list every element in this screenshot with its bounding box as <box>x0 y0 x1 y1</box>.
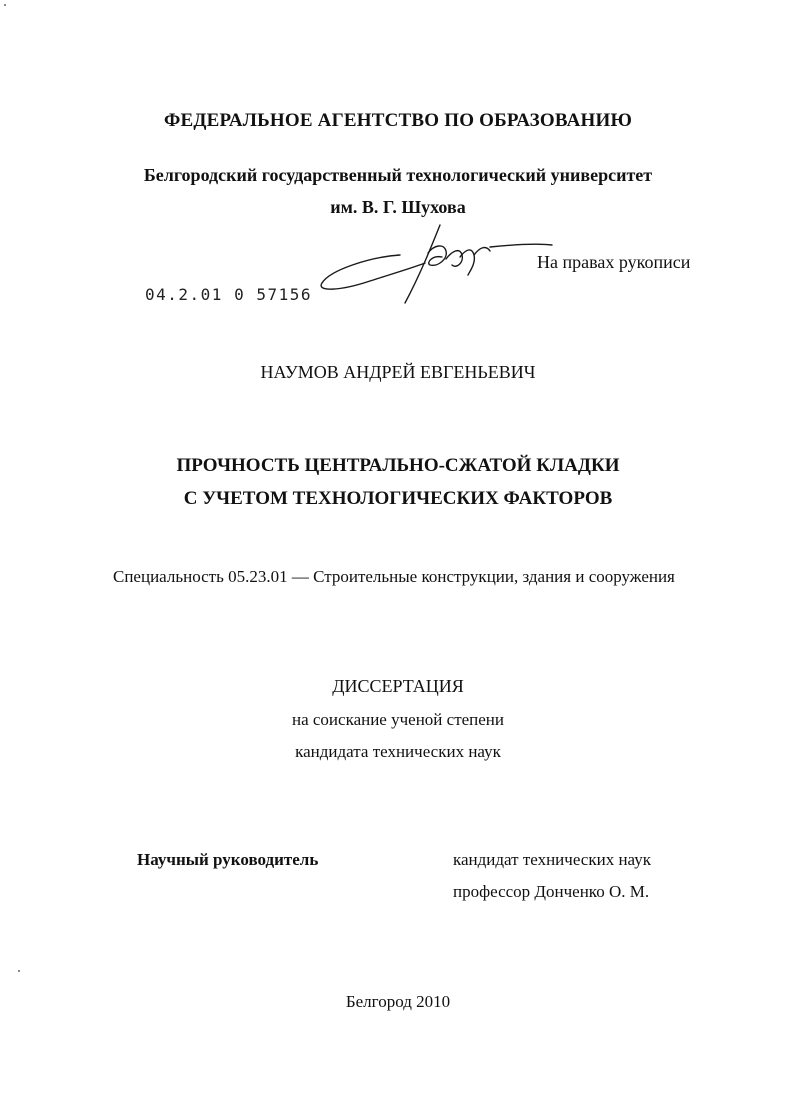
university-named-after: им. В. Г. Шухова <box>330 197 466 217</box>
specialty-line: Специальность 05.23.01 — Строительные конструкции, здания и сооружения <box>113 567 675 586</box>
archive-stamp: 04.2.01 0 57156 <box>145 285 312 304</box>
supervisor-name: профессор Донченко О. М. <box>453 882 650 901</box>
university-name: Белгородский государственный технологический университет <box>143 165 653 185</box>
thesis-title-line-2: С УЧЕТОМ ТЕХНОЛОГИЧЕСКИХ ФАКТОРОВ <box>183 488 613 509</box>
author-name: НАУМОВ АНДРЕЙ ЕВГЕНЬЕВИЧ <box>260 362 536 382</box>
degree-line-1: на соискание ученой степени <box>291 710 505 729</box>
supervisor-rank: кандидат технических наук <box>453 850 651 869</box>
degree-line-2: кандидата технических наук <box>295 742 501 761</box>
place-and-year: Белгород 2010 <box>345 992 451 1011</box>
agency-heading: ФЕДЕРАЛЬНОЕ АГЕНТСТВО ПО ОБРАЗОВАНИЮ <box>163 110 633 131</box>
document-type: ДИССЕРТАЦИЯ <box>332 676 464 696</box>
scan-speck <box>18 970 20 972</box>
thesis-title-line-1: ПРОЧНОСТЬ ЦЕНТРАЛЬНО-СЖАТОЙ КЛАДКИ <box>176 455 620 476</box>
scan-speck <box>4 4 6 6</box>
handwritten-signature <box>310 215 560 310</box>
supervisor-label: Научный руководитель <box>137 850 319 869</box>
manuscript-rights-note: На правах рукописи <box>537 252 691 272</box>
